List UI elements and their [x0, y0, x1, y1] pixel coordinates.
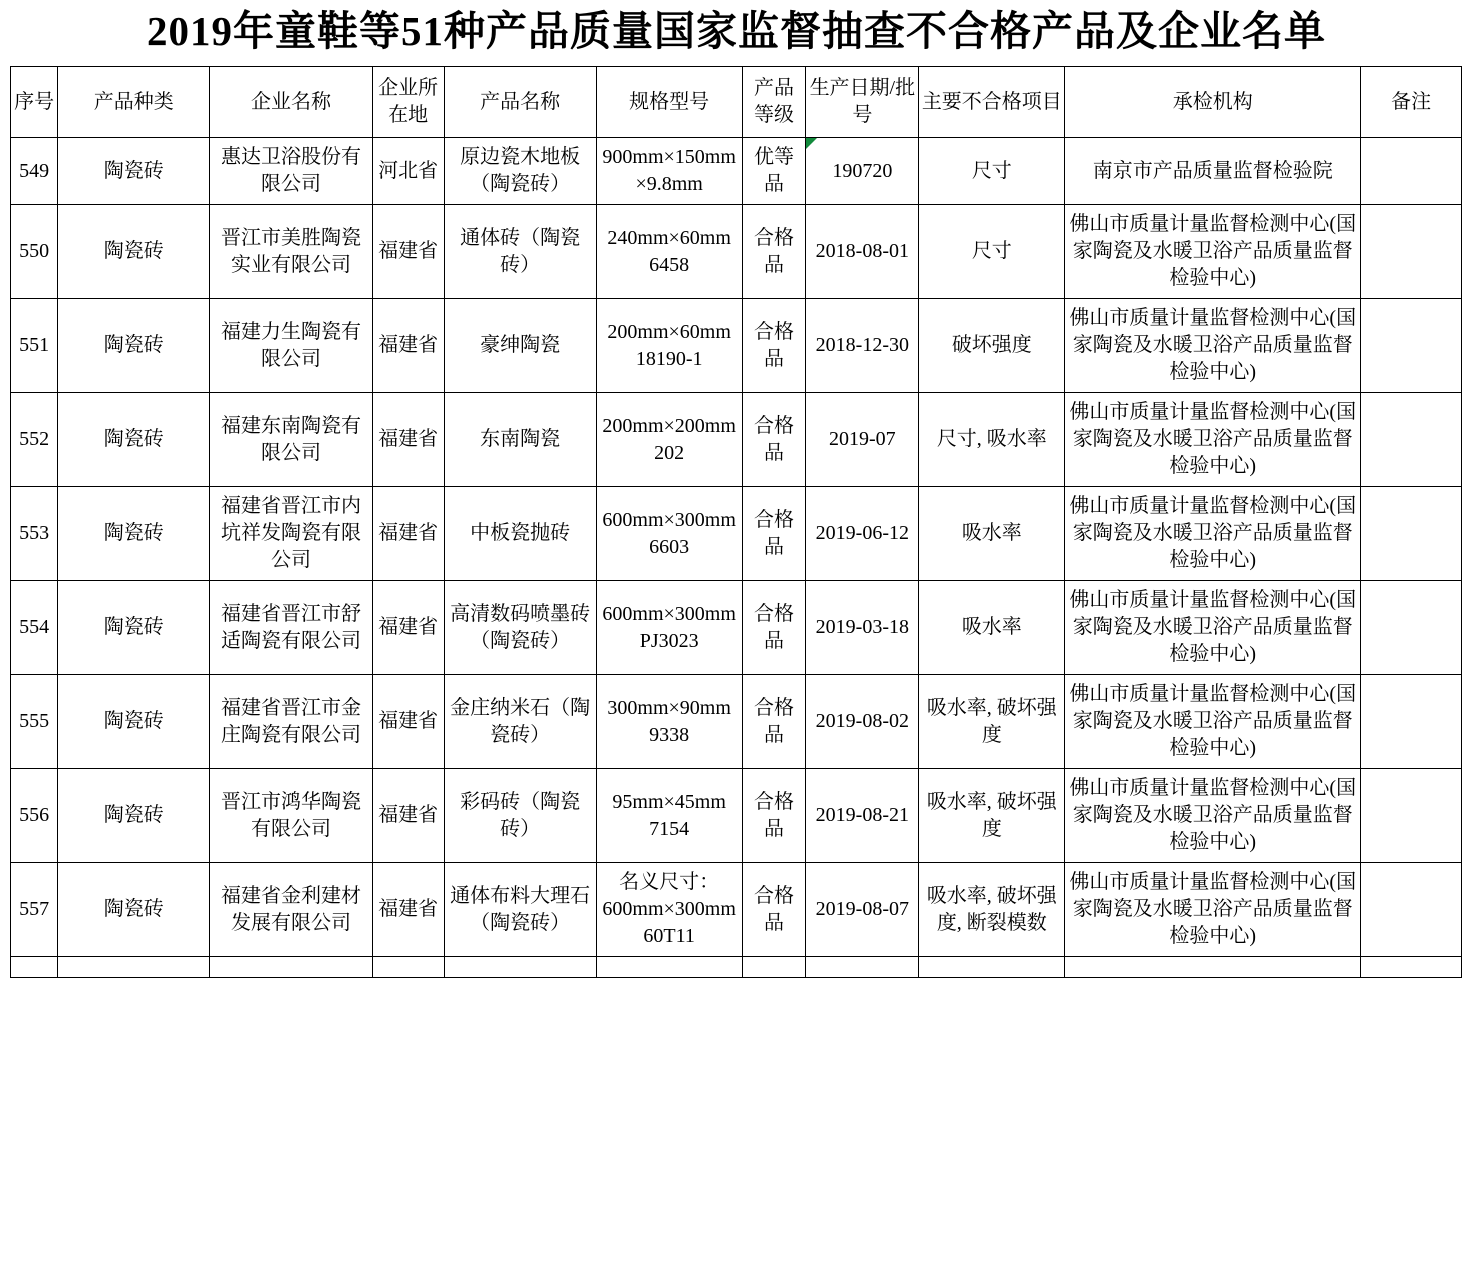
cell-org: 佛山市质量计量监督检测中心(国家陶瓷及水暖卫浴产品质量监督检验中心)	[1065, 581, 1361, 675]
column-header-seq: 序号	[11, 67, 58, 138]
cell-enterprise: 福建省金利建材发展有限公司	[210, 863, 372, 957]
cell-remark	[1361, 863, 1462, 957]
cell-spec: 200mm×60mm 18190-1	[596, 299, 742, 393]
cell-grade: 合格品	[742, 487, 806, 581]
cell-date: 2019-06-12	[806, 487, 919, 581]
column-header-product: 产品名称	[444, 67, 596, 138]
cell-category	[58, 957, 210, 978]
cell-org	[1065, 957, 1361, 978]
column-header-location: 企业所在地	[372, 67, 444, 138]
cell-enterprise: 晋江市美胜陶瓷实业有限公司	[210, 205, 372, 299]
table-row	[11, 299, 1462, 393]
cell-remark	[1361, 581, 1462, 675]
page-title: 2019年童鞋等51种产品质量国家监督抽查不合格产品及企业名单	[147, 8, 1326, 54]
column-header-org: 承检机构	[1065, 67, 1361, 138]
cell-seq: 557	[11, 863, 58, 957]
cell-location	[372, 957, 444, 978]
cell-location: 福建省	[372, 393, 444, 487]
table-row	[11, 487, 1462, 581]
document-page	[0, 6, 1473, 978]
cell-location: 河北省	[372, 138, 444, 205]
cell-remark	[1361, 393, 1462, 487]
column-header-date: 生产日期/批号	[806, 67, 919, 138]
cell-items: 吸水率	[919, 487, 1065, 581]
cell-org: 南京市产品质量监督检验院	[1065, 138, 1361, 205]
table-body	[11, 138, 1462, 978]
cell-org: 佛山市质量计量监督检测中心(国家陶瓷及水暖卫浴产品质量监督检验中心)	[1065, 487, 1361, 581]
cell-category: 陶瓷砖	[58, 581, 210, 675]
cell-product: 金庄纳米石（陶瓷砖）	[444, 675, 596, 769]
cell-product: 高清数码喷墨砖（陶瓷砖）	[444, 581, 596, 675]
cell-grade: 合格品	[742, 205, 806, 299]
cell-remark	[1361, 205, 1462, 299]
cell-remark	[1361, 487, 1462, 581]
cell-items: 吸水率, 破坏强度, 断裂模数	[919, 863, 1065, 957]
cell-spec: 240mm×60mm 6458	[596, 205, 742, 299]
cell-items: 尺寸	[919, 205, 1065, 299]
cell-product: 彩码砖（陶瓷砖）	[444, 769, 596, 863]
cell-enterprise	[210, 957, 372, 978]
cell-remark	[1361, 138, 1462, 205]
cell-grade: 合格品	[742, 581, 806, 675]
cell-product: 豪绅陶瓷	[444, 299, 596, 393]
cell-seq: 551	[11, 299, 58, 393]
cell-category: 陶瓷砖	[58, 299, 210, 393]
cell-date: 2018-12-30	[806, 299, 919, 393]
cell-grade: 合格品	[742, 299, 806, 393]
cell-category: 陶瓷砖	[58, 863, 210, 957]
cell-seq: 550	[11, 205, 58, 299]
cell-location: 福建省	[372, 675, 444, 769]
cell-product	[444, 957, 596, 978]
cell-remark	[1361, 957, 1462, 978]
cell-product: 原边瓷木地板（陶瓷砖）	[444, 138, 596, 205]
cell-seq: 549	[11, 138, 58, 205]
cell-seq: 552	[11, 393, 58, 487]
cell-seq: 556	[11, 769, 58, 863]
cell-location: 福建省	[372, 863, 444, 957]
cell-grade: 合格品	[742, 675, 806, 769]
cell-grade: 优等品	[742, 138, 806, 205]
cell-items: 吸水率, 破坏强度	[919, 675, 1065, 769]
table-header	[11, 67, 1462, 138]
cell-product: 东南陶瓷	[444, 393, 596, 487]
cell-location: 福建省	[372, 769, 444, 863]
column-header-items: 主要不合格项目	[919, 67, 1065, 138]
cell-date: 2019-08-07	[806, 863, 919, 957]
column-header-grade: 产品等级	[742, 67, 806, 138]
cell-spec: 300mm×90mm 9338	[596, 675, 742, 769]
table-row	[11, 675, 1462, 769]
cell-enterprise: 福建力生陶瓷有限公司	[210, 299, 372, 393]
cell-items: 吸水率	[919, 581, 1065, 675]
table-row	[11, 138, 1462, 205]
cell-date: 2019-07	[806, 393, 919, 487]
cell-spec: 95mm×45mm 7154	[596, 769, 742, 863]
cell-date: 2019-08-02	[806, 675, 919, 769]
cell-seq: 555	[11, 675, 58, 769]
cell-items: 破坏强度	[919, 299, 1065, 393]
cell-org: 佛山市质量计量监督检测中心(国家陶瓷及水暖卫浴产品质量监督检验中心)	[1065, 863, 1361, 957]
column-header-spec: 规格型号	[596, 67, 742, 138]
cell-category: 陶瓷砖	[58, 205, 210, 299]
cell-enterprise: 福建东南陶瓷有限公司	[210, 393, 372, 487]
cell-date: 190720	[806, 138, 919, 205]
cell-product: 中板瓷抛砖	[444, 487, 596, 581]
cell-spec: 200mm×200mm 202	[596, 393, 742, 487]
table-header-row	[11, 67, 1462, 138]
cell-location: 福建省	[372, 581, 444, 675]
column-header-remark: 备注	[1361, 67, 1462, 138]
cell-spec: 900mm×150mm×9.8mm	[596, 138, 742, 205]
cell-items: 尺寸, 吸水率	[919, 393, 1065, 487]
cell-category: 陶瓷砖	[58, 487, 210, 581]
cell-remark	[1361, 675, 1462, 769]
inspection-results-table	[10, 66, 1462, 978]
table-row-truncated	[11, 957, 1462, 978]
cell-category: 陶瓷砖	[58, 769, 210, 863]
cell-spec: 名义尺寸：600mm×300mm 60T11	[596, 863, 742, 957]
table-row	[11, 863, 1462, 957]
cell-grade	[742, 957, 806, 978]
cell-category: 陶瓷砖	[58, 675, 210, 769]
cell-location: 福建省	[372, 205, 444, 299]
cell-location: 福建省	[372, 299, 444, 393]
cell-enterprise: 福建省晋江市金庄陶瓷有限公司	[210, 675, 372, 769]
cell-enterprise: 福建省晋江市内坑祥发陶瓷有限公司	[210, 487, 372, 581]
column-header-enterprise: 企业名称	[210, 67, 372, 138]
cell-org: 佛山市质量计量监督检测中心(国家陶瓷及水暖卫浴产品质量监督检验中心)	[1065, 393, 1361, 487]
cell-org: 佛山市质量计量监督检测中心(国家陶瓷及水暖卫浴产品质量监督检验中心)	[1065, 205, 1361, 299]
cell-date: 2019-03-18	[806, 581, 919, 675]
cell-items: 吸水率, 破坏强度	[919, 769, 1065, 863]
cell-date: 2019-08-21	[806, 769, 919, 863]
table-row	[11, 205, 1462, 299]
cell-category: 陶瓷砖	[58, 393, 210, 487]
cell-items: 尺寸	[919, 138, 1065, 205]
cell-category: 陶瓷砖	[58, 138, 210, 205]
cell-enterprise: 惠达卫浴股份有限公司	[210, 138, 372, 205]
table-row	[11, 581, 1462, 675]
cell-location: 福建省	[372, 487, 444, 581]
cell-seq: 554	[11, 581, 58, 675]
cell-org: 佛山市质量计量监督检测中心(国家陶瓷及水暖卫浴产品质量监督检验中心)	[1065, 675, 1361, 769]
cell-spec	[596, 957, 742, 978]
cell-seq	[11, 957, 58, 978]
cell-remark	[1361, 299, 1462, 393]
cell-spec: 600mm×300mm PJ3023	[596, 581, 742, 675]
cell-items	[919, 957, 1065, 978]
cell-grade: 合格品	[742, 769, 806, 863]
cell-grade: 合格品	[742, 393, 806, 487]
cell-enterprise: 晋江市鸿华陶瓷有限公司	[210, 769, 372, 863]
cell-date: 2018-08-01	[806, 205, 919, 299]
table-row	[11, 393, 1462, 487]
cell-grade: 合格品	[742, 863, 806, 957]
cell-enterprise: 福建省晋江市舒适陶瓷有限公司	[210, 581, 372, 675]
cell-date	[806, 957, 919, 978]
cell-seq: 553	[11, 487, 58, 581]
column-header-category: 产品种类	[58, 67, 210, 138]
cell-org: 佛山市质量计量监督检测中心(国家陶瓷及水暖卫浴产品质量监督检验中心)	[1065, 769, 1361, 863]
table-row	[11, 769, 1462, 863]
cell-spec: 600mm×300mm 6603	[596, 487, 742, 581]
cell-product: 通体砖（陶瓷砖）	[444, 205, 596, 299]
cell-org: 佛山市质量计量监督检测中心(国家陶瓷及水暖卫浴产品质量监督检验中心)	[1065, 299, 1361, 393]
cell-product: 通体布料大理石（陶瓷砖）	[444, 863, 596, 957]
cell-remark	[1361, 769, 1462, 863]
